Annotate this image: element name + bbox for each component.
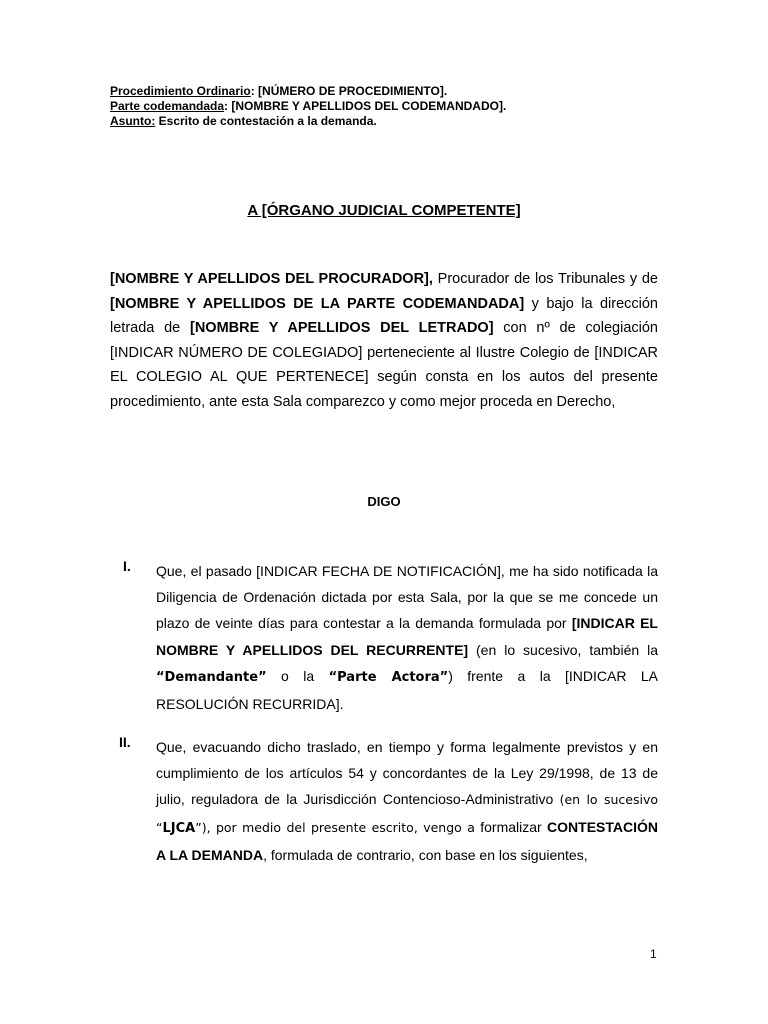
body-text: (en lo sucesivo, también la	[468, 641, 658, 658]
intro-paragraph	[110, 267, 658, 415]
header-line-codefendant	[110, 99, 506, 114]
paragraph-number: I.	[123, 558, 131, 574]
bold-text: “Parte Actora”	[328, 669, 449, 685]
header-line-procedure	[110, 84, 506, 99]
header-value: Escrito de contestación a la demanda.	[155, 114, 377, 128]
body-text: o la	[266, 667, 329, 684]
body-text: y bajo la dirección letrada de	[110, 295, 658, 337]
paragraph-number: II.	[119, 734, 131, 750]
body-text: con nº de colegiación [INDICAR NÚMERO DE COLEGIADO] perteneciente al Ilustre Colegio de [INDICAR EL COLEGIO AL QUE PERTENECE] según consta en los autos del presente procedimiento, ante esta Sala comparezco y como mejor proceda en Derecho,	[110, 320, 658, 410]
section-heading-digo: DIGO	[367, 494, 401, 509]
bold-text: [NOMBRE Y APELLIDOS DEL LETRADO]	[189, 320, 494, 337]
body-text: Que, el pasado [INDICAR FECHA DE NOTIFICACIÓN], me ha sido notificada la Diligencia de Ordenación dictada por esta Sala, por la que se me concede un plazo de veinte días para contestar a la demanda formulada por	[156, 563, 658, 632]
body-text: , formulada de contrario, con base en los siguientes,	[263, 846, 588, 863]
header-line-subject	[110, 114, 506, 129]
body-text: Procurador de los Tribunales y de	[432, 271, 658, 287]
paragraph-text	[156, 734, 658, 868]
bold-text: CONTESTACIÓN A LA DEMANDA	[156, 818, 659, 863]
header-value: : [NÚMERO DE PROCEDIMIENTO].	[250, 84, 448, 98]
bold-text: [INDICAR EL NOMBRE Y APELLIDOS DEL RECURRENTE]	[156, 615, 658, 658]
body-text: formalizar	[474, 818, 548, 835]
bold-text: LJCA	[162, 820, 196, 836]
case-header	[110, 84, 506, 129]
header-value: : [NOMBRE Y APELLIDOS DEL CODEMANDADO].	[224, 99, 507, 113]
body-text: ”), por medio del presente escrito, vengo a	[195, 819, 475, 835]
numbered-paragraph	[110, 734, 658, 868]
body-text: (en lo sucesivo “	[156, 792, 658, 835]
body-text: Que, evacuando dicho traslado, en tiempo y forma legalmente previstos y en cumplimiento de los artículos 54 y concordantes de la Ley 29/1998, de 13 de julio, reguladora de la Jurisdicción Contencioso-Administrativo	[156, 739, 658, 808]
body-text: ) frente a la [INDICAR LA RESOLUCIÓN RECURRIDA].	[156, 667, 659, 713]
header-label: Procedimiento Ordinario	[110, 84, 251, 98]
bold-text: [NOMBRE Y APELLIDOS DE LA PARTE CODEMANDADA]	[110, 295, 525, 312]
paragraph-text	[156, 558, 658, 717]
numbered-paragraph	[110, 558, 658, 717]
page-number: 1	[650, 947, 657, 961]
bold-text: “Demandante”	[156, 669, 267, 685]
document-title: A [ÓRGANO JUDICIAL COMPETENTE]	[247, 202, 521, 219]
header-label: Asunto:	[110, 114, 156, 128]
header-label: Parte codemandada	[110, 99, 225, 113]
bold-text: [NOMBRE Y APELLIDOS DEL PROCURADOR],	[110, 271, 433, 287]
